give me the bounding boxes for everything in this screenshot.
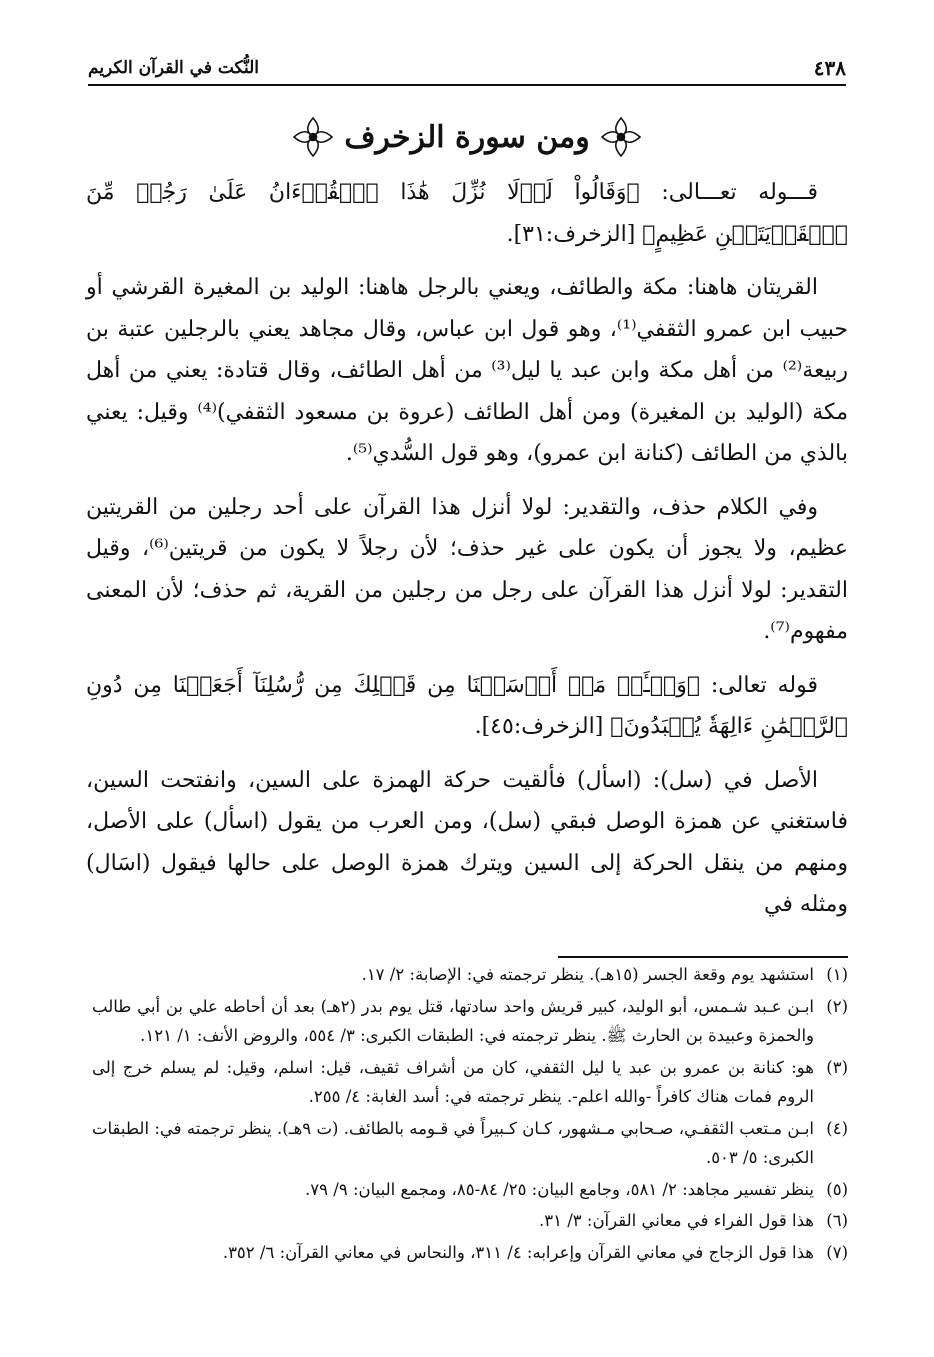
paragraph: قـــوله تعـــالى: ﴿وَقَالُواْ لَوۡلَا نُزِّلَ هَٰذَا ٱلۡقُرۡءَانُ عَلَىٰ رَجُلٖ مِّنَ ٱلۡقَرۡيَتَيۡنِ عَظِيمٍ﴾ [الزخرف:٣١]. [86, 180, 848, 247]
page-number: ٤٣٨ [813, 56, 846, 80]
footnote-divider [558, 956, 848, 958]
footnote-text: ابـن عـبد شـمس، أبو الوليد، كبير قريش واحد سادتها، قتل يوم بدر (٢هـ) بعد أن أحاطه علي بن أبي طالب والحمزة وعبيدة بن الحارث ﷺ. ينظر ترجمته في: الطبقات الكبرى: ٣/ ٥٥٤، والروض الأنف: ١/ ١٢١. [92, 996, 814, 1045]
paragraph: قوله تعالى: ﴿وَسۡـَٔلۡ مَنۡ أَرۡسَلۡنَا مِن قَبۡلِكَ مِن رُّسُلِنَآ أَجَعَلۡنَا مِن دُونِ ٱلرَّحۡمَٰنِ ءَالِهَةٗ يُعۡبَدُونَ﴾ [الزخرف:٤٥]. [86, 672, 848, 739]
surah-heading [0, 112, 934, 162]
main-text [86, 172, 848, 938]
footnote-text: ينظر تفسير مجاهد: ٢/ ٥٨١، وجامع البيان: ٢٥/ ٨٤-٨٥، ومجمع البيان: ٩/ ٧٩. [305, 1179, 814, 1199]
running-title: النُّكت في القرآن الكريم [88, 58, 259, 78]
footnote-text: ابـن مـتعب الثقفـي، صـحابي مـشهور، كـان كـبيراً في قـومه بالطائف. (ت ٩هـ). ينظر ترجمته في: الطبقات الكبرى: ٥/ ٥٠٣. [92, 1118, 814, 1167]
footnote-item [92, 1206, 848, 1236]
paragraph: الأصل في (سل): (اسأل) فألقيت حركة الهمزة على السين، وانفتحت السين، فاستغني عن همزة الوصل فبقي (سل)، ومن العرب من يقول (اسأل) على الأصل، ومنهم من ينقل الحركة إلى السين ويترك همزة الوصل على حالها فيقول (اسَال) ومثله في [86, 767, 848, 917]
footnote-item [92, 960, 848, 990]
paragraph: وفي الكلام حذف، والتقدير: لولا أنزل هذا القرآن على أحد رجلين من القريتين عظيم، ولا يجوز أن يكون على غير حذف؛ لأن رجلاً لا يكون من قريتين⁽⁶⁾، وقيل التقدير: لولا أنزل هذا القرآن على رجل من رجلين من القرية، ثم حذف؛ لأن المعنى مفهوم⁽⁷⁾. [86, 494, 849, 644]
footnotes [92, 960, 848, 1269]
paragraph: القريتان هاهنا: مكة والطائف، ويعني بالرجل هاهنا: الوليد بن المغيرة القرشي أو حبيب ابن عمرو الثقفي⁽¹⁾، وهو قول ابن عباس، وقال مجاهد يعني بالرجلين عتبة بن ربيعة⁽²⁾ من أهل مكة وابن عبد يا ليل⁽³⁾ من أهل الطائف، وقال قتادة: يعني من أهل مكة (الوليد بن المغيرة) ومن أهل الطائف (عروة بن مسعود الثقفي)⁽⁴⁾ وقيل: يعني بالذي من الطائف (كنانة ابن عمرو)، وهو قول السُّدي⁽⁵⁾. [86, 275, 848, 466]
footnote-item [92, 1175, 848, 1205]
footnote-number: (٦) [826, 1211, 848, 1230]
floral-ornament-icon [598, 114, 644, 160]
footnote-item [92, 1238, 848, 1268]
footnote-number: (٣) [826, 1057, 848, 1077]
footnote-number: (٥) [826, 1179, 848, 1199]
footnote-text: هذا قول الزجاج في معاني القرآن وإعرابه: ٤/ ٣١١، والنحاس في معاني القرآن: ٦/ ٣٥٢. [222, 1242, 814, 1262]
surah-title: ومن سورة الزخرف [344, 119, 590, 155]
footnote-item [92, 992, 848, 1051]
footnote-item [92, 1114, 848, 1173]
footnote-number: (٤) [826, 1118, 848, 1138]
footnote-number: (٢) [826, 996, 848, 1016]
footnote-text: هو: كنانة بن عمرو بن عبد يا ليل الثقفي، كان من أشراف ثقيف، قيل: اسلم، وقيل: لم يسلم خرج إلى الروم فمات هناك كافراً -والله اعلم-. ينظر ترجمته في: أسد الغابة: ٤/ ٢٥٥. [92, 1057, 814, 1106]
footnote-text: استشهد يوم وقعة الجسر (١٥هـ). ينظر ترجمته في: الإصابة: ٢/ ١٧. [361, 965, 814, 984]
floral-ornament-icon [290, 114, 336, 160]
footnote-number: (١) [826, 965, 848, 984]
footnote-item [92, 1053, 848, 1112]
footnote-number: (٧) [826, 1242, 848, 1262]
running-header [88, 48, 846, 86]
footnote-text: هذا قول الفراء في معاني القرآن: ٣/ ٣١. [538, 1211, 814, 1230]
